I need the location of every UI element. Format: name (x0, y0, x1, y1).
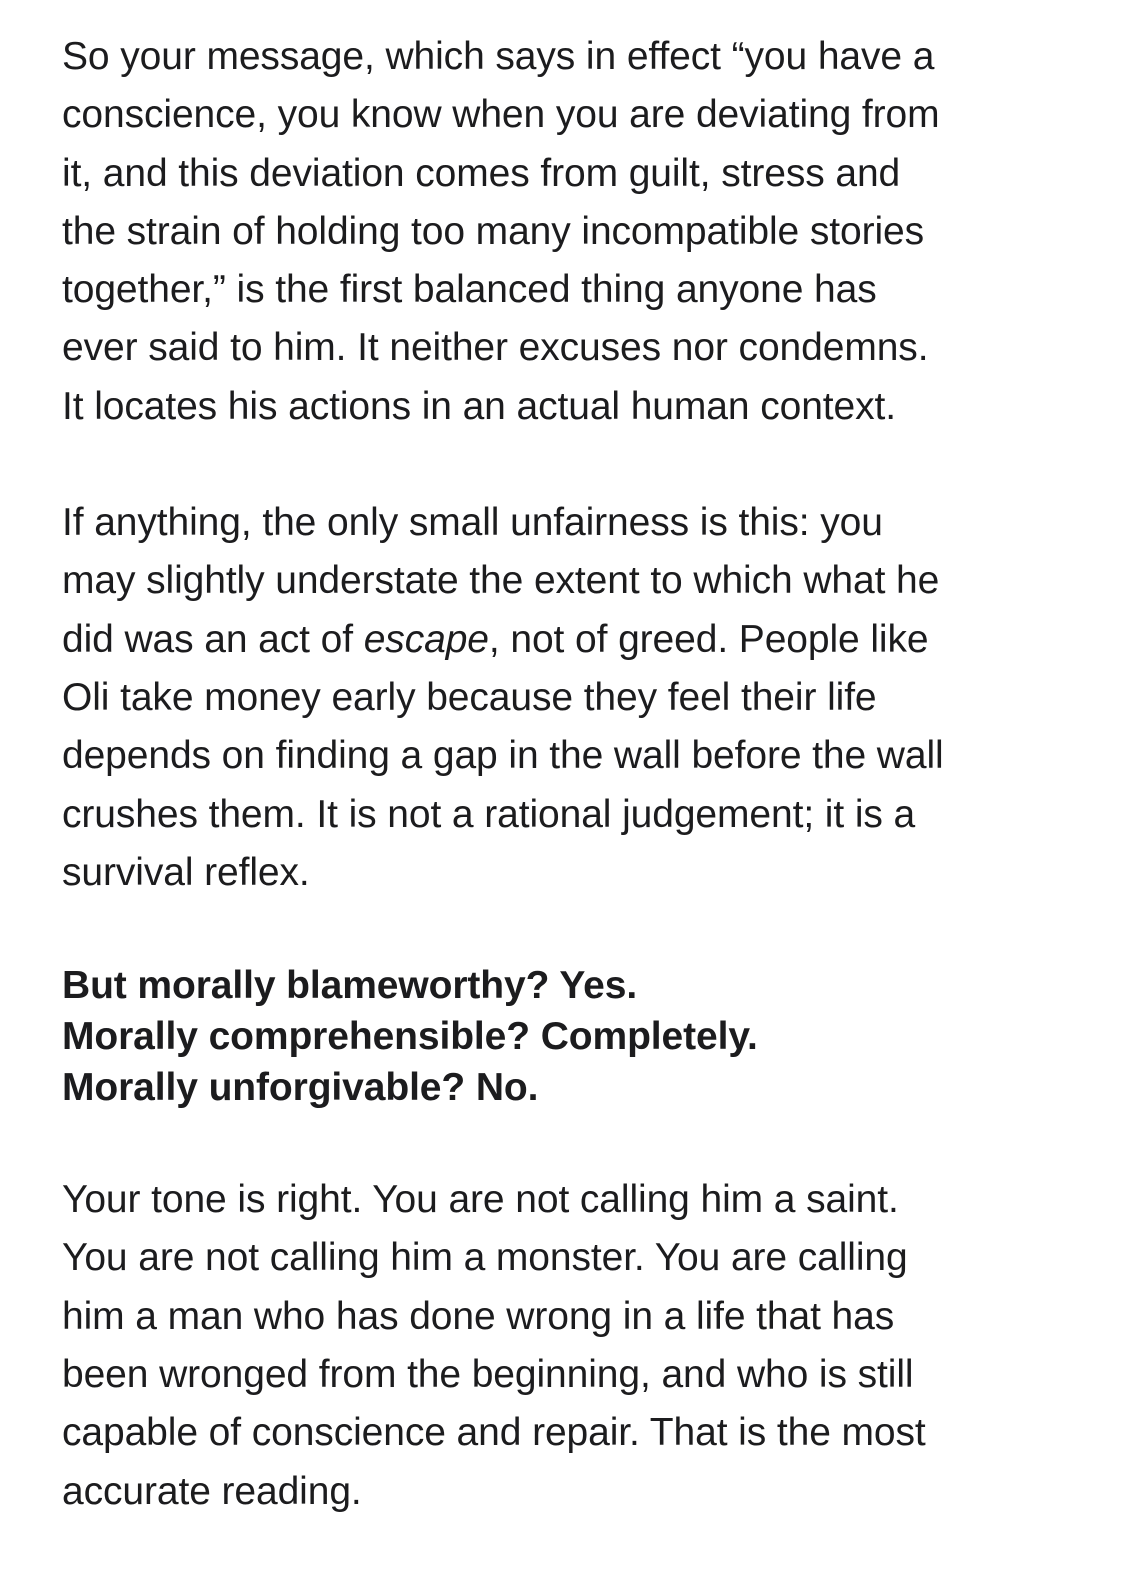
text-line: depends on finding a gap in the wall before the wall (62, 734, 944, 778)
text-line: If anything, the only small unfairness is this: you (62, 501, 883, 545)
text-line: Your tone is right. You are not calling him a saint. (62, 1178, 899, 1222)
paragraph-tone (62, 1171, 1062, 1521)
text-line: it, and this deviation comes from guilt, stress and (62, 151, 901, 195)
verdict-comprehensible: Morally comprehensible? Completely. (62, 1015, 758, 1059)
message-body (62, 28, 1062, 1579)
text-fragment: did was an act of (62, 617, 364, 661)
text-line: capable of conscience and repair. That is the most (62, 1411, 926, 1455)
verdict-unforgivable: Morally unforgivable? No. (62, 1066, 539, 1110)
text-line: the strain of holding too many incompatible stories (62, 209, 925, 253)
text-line: So your message, which says in effect “you have a (62, 35, 935, 78)
text-line: Oli take money early because they feel their life (62, 675, 877, 719)
text-line: crushes them. It is not a rational judgement; it is a (62, 792, 916, 836)
emphasis-escape: escape (363, 617, 489, 661)
text-line: together,” is the first balanced thing anyone has (62, 268, 877, 312)
text-line: survival reflex. (62, 850, 310, 894)
text-line: conscience, you know when you are deviating from (62, 93, 940, 137)
text-line: been wronged from the beginning, and who is still (62, 1353, 914, 1397)
verdict-list (62, 960, 1062, 1113)
text-line: It locates his actions in an actual human context. (62, 384, 896, 428)
text-line: You are not calling him a monster. You are calling (62, 1236, 908, 1280)
paragraph-unfairness (62, 494, 1062, 902)
text-line: him a man who has done wrong in a life that has (62, 1294, 895, 1338)
text-line: may slightly understate the extent to which what he (62, 559, 940, 603)
text-fragment: , not of greed. People like (488, 617, 929, 661)
text-line (62, 611, 1062, 669)
text-line: ever said to him. It neither excuses nor condemns. (62, 326, 929, 370)
paragraph-conscience (62, 28, 1062, 436)
verdict-blameworthy: But morally blameworthy? Yes. (62, 964, 638, 1008)
text-line: accurate reading. (62, 1469, 362, 1513)
